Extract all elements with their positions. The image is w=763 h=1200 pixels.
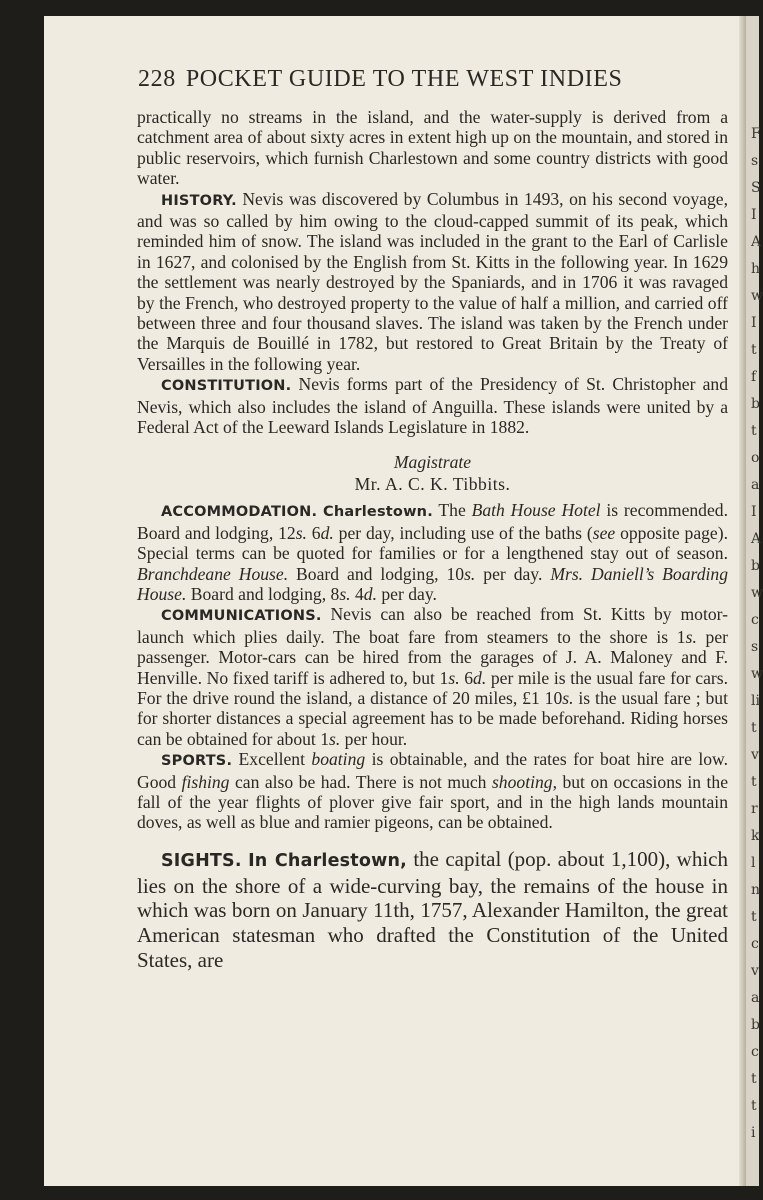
facing-page-fragment: li [751,693,760,709]
unit-shillings: s. [295,522,307,543]
facing-page-fragment: h [751,261,761,277]
unit-shillings: s. [339,583,351,604]
accommodation-text: opposite page). Special terms can be quoted for families or for a lengthened stay out of season. [137,522,728,564]
see-reference: see [592,522,616,543]
accommodation-text: per day, including use of the baths ( [333,522,593,543]
communications-text: per hour. [340,728,408,749]
magistrate-name: Mr. A. C. K. Tibbits. [354,473,511,494]
facing-page-fragment: t [751,1071,757,1087]
hotel-name: Bath House Hotel [471,500,601,521]
facing-page-fragment: a [751,990,760,1006]
facing-page-fragment: v [751,747,759,763]
facing-page-fragment: t [751,342,757,358]
fishing-term: fishing [181,771,230,792]
facing-page-fragment: t [751,1098,757,1114]
facing-page-fragment: t [751,423,757,439]
boarding-house-name: Mrs. Daniell’s Boarding House. [137,563,728,604]
communications-text: Nevis can also be reached from St. Kitts by motor-launch which plies daily. The boat fare from steamers to the shore is 1 [137,604,728,647]
facing-page-fragment: s [751,153,759,169]
accommodation-text: is recommended. Board and lodging, 12 [137,500,728,543]
sights-heading: SIGHTS. [161,850,242,871]
facing-page-edge [746,16,763,1186]
communications-heading: COMMUNICATIONS. [161,608,322,625]
facing-page-fragment: n [751,882,761,898]
boating-term: boating [311,749,366,770]
sports-text: can also be had. There is not much [229,771,492,792]
sports-text: , but on occasions in the fall of the year flights of plover give fair sport, and in the high lands mountain doves, as well as blue and ramier pigeons, can be obtained. [137,771,728,833]
unit-shillings: s. [562,687,574,708]
facing-page-fragment: c [751,612,759,628]
facing-page-fragment: v [751,963,759,979]
sights-text: the capital (pop. about 1,100), which lies on the shore of a wide-curving bay, the remains of the house in which was born on January 11th, 1757, Alexander Hamilton, the great American statesman who drafted the Constitution of the United States, are [137,846,729,972]
constitution-text: Nevis forms part of the Presidency of St. Christopher and Nevis, which also includes the island of Anguilla. These islands were united by a Federal Act of the Leeward Islands Legislature in 1882. [137,374,728,438]
communications-paragraph [137,604,728,749]
intro-paragraph: practically no streams in the island, and the water-supply is derived from a catchment area of about sixty acres in extent high up on the mountain, and stored in public reservoirs, which furnish Charlestown and some country districts with good water. [137,107,728,189]
facing-page-fragment: k [751,828,760,844]
accommodation-text: 4 [350,583,364,604]
facing-page-fragment: I [751,504,757,520]
facing-page-fragment: I [751,207,757,223]
accommodation-heading: ACCOMMODATION. [161,504,318,521]
facing-page-fragment: s [751,639,759,655]
facing-page-fragment: l [751,855,756,871]
sports-text: is obtainable, and the rates for boat hire are low. Good [137,749,728,792]
facing-page-fragment: w [751,666,763,682]
accommodation-town: Charlestown. [323,504,433,521]
unit-shillings: s. [448,667,460,688]
sports-paragraph [137,749,728,833]
communications-text: 6 [459,667,474,688]
unit-shillings: s. [464,563,476,584]
facing-page-fragment: S [751,180,761,196]
sports-heading: SPORTS. [161,753,233,770]
facing-page-fragment: i [751,1125,756,1141]
facing-page-fragment: A [751,234,762,250]
facing-page-fragment: I [751,315,757,331]
sights-paragraph [137,847,728,973]
house-name: Branchdeane House. [137,563,289,584]
unit-shillings: s. [685,626,697,647]
facing-page-fragment: o [751,450,760,466]
history-paragraph [137,189,728,375]
page-body [137,107,728,973]
accommodation-text: 6 [306,522,321,543]
history-text: Nevis was discovered by Columbus in 1493, on his second voyage, and was so called by him owing to the cloud-capped summit of its peak, which reminded him of snow. The island was included in the grant to the Earl of Carlisle in 1627, and colonised by the English from St. Kitts in the following year. In 1629 the settlement was nearly destroyed by the Spaniards, and in 1706 it was ravaged by the French, who destroyed property to the value of half a million, and carried off between three and four thousand slaves. The island was taken by the French under the Marquis de Bouillé in 1782, but restored to Great Britain by the Treaty of Versailles in the following year. [137,188,728,374]
sights-town: In Charlestown, [248,850,407,871]
accommodation-paragraph [137,500,728,604]
facing-page-fragment: c [751,1044,759,1060]
facing-page-fragment: f [751,369,757,385]
facing-page-fragment: w [751,585,763,601]
facing-page-fragment: w [751,288,763,304]
running-title: POCKET GUIDE TO THE WEST INDIES [185,66,623,92]
facing-page-fragment: b [751,1017,760,1033]
sports-text: Excellent [232,749,312,770]
unit-pence: d. [363,583,377,604]
facing-page-fragment: A [751,531,762,547]
accommodation-text: The [432,500,472,521]
communications-text: per mile is the usual fare for cars. For the drive round the island, a distance of 20 miles, £1 10 [137,667,728,708]
page-number: 228 [138,66,176,92]
facing-page-fragment: b [751,396,760,412]
facing-page-fragment: r [751,801,758,817]
magistrate-title: Magistrate [393,451,472,472]
accommodation-text: Board and lodging, 10 [288,563,465,584]
facing-page-fragment: t [751,720,757,736]
facing-page-fragment: a [751,477,760,493]
accommodation-text: Board and lodging, 8 [186,583,340,604]
facing-page-fragment: t [751,774,757,790]
communications-text: is the usual fare ; but for shorter distances a special agreement has to be made beforehand. Riding horses can be obtained for about 1 [137,687,728,749]
accommodation-text: per day. [376,583,437,604]
facing-page-fragment: F [751,126,761,142]
running-header [138,66,728,93]
unit-shillings: s. [329,728,341,749]
communications-text: per passenger. Motor-cars can be hired from the garages of J. A. Maloney and F. Henville. No fixed tariff is adhered to, but 1 [137,626,729,688]
unit-pence: d. [473,667,487,688]
facing-page-fragment: c [751,936,759,952]
facing-page-fragment: b [751,558,760,574]
accommodation-text: per day. [475,563,551,584]
unit-pence: d. [320,522,334,543]
history-heading: HISTORY. [161,192,237,209]
constitution-paragraph [137,374,728,437]
facing-page-fragment: t [751,909,757,925]
constitution-heading: CONSTITUTION. [161,378,292,395]
shooting-term: shooting [491,771,553,792]
